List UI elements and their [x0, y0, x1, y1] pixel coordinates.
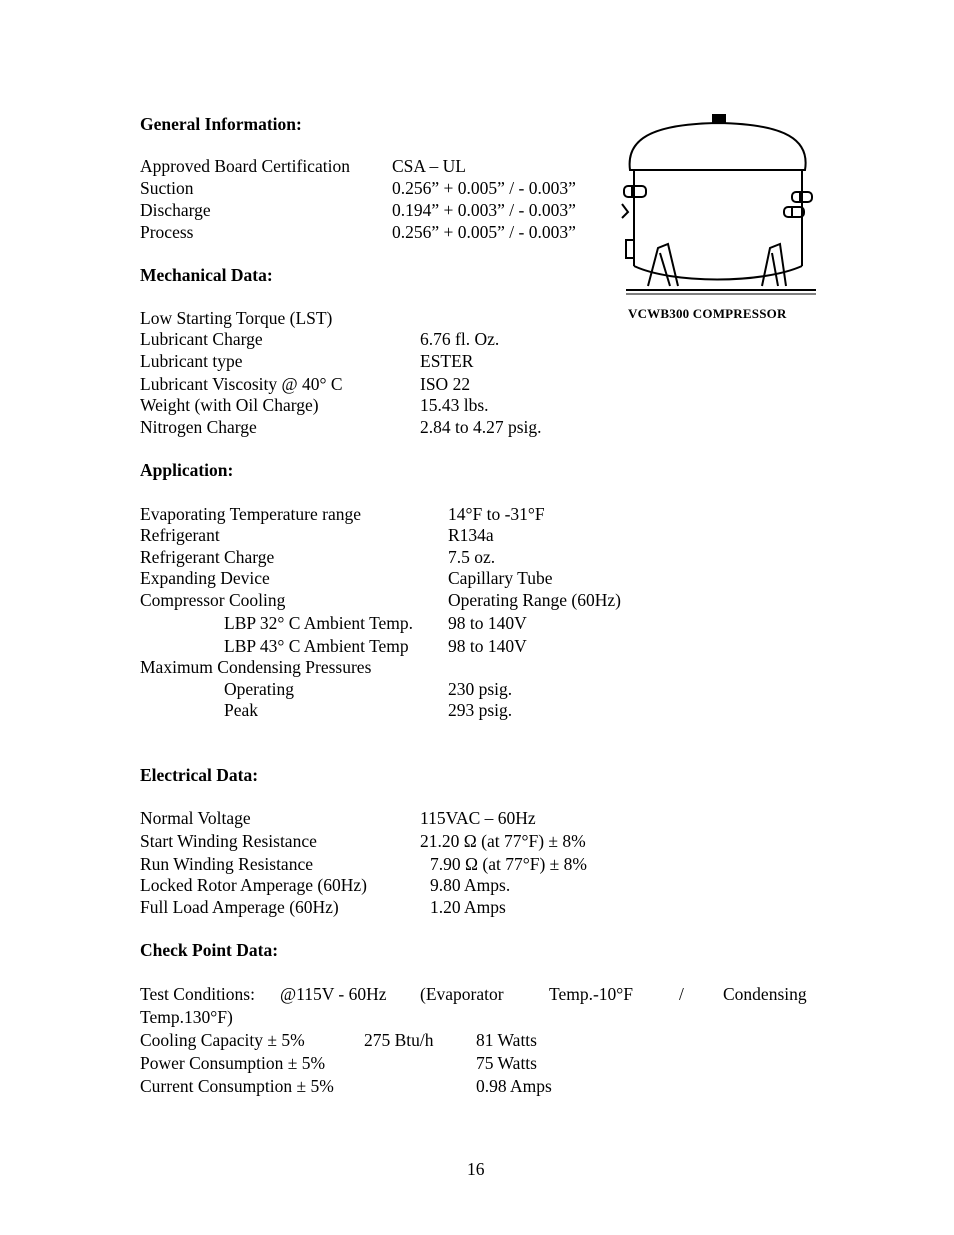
- electrical-row-label: Normal Voltage: [140, 808, 251, 828]
- checkpoint-row-value: 0.98 Amps: [476, 1076, 552, 1096]
- checkpoint-row-value: 75 Watts: [476, 1053, 537, 1073]
- electrical-row-value: 9.80 Amps.: [430, 875, 511, 895]
- electrical-row-value: 1.20 Amps: [430, 897, 506, 917]
- general-row-label: Discharge: [140, 200, 211, 220]
- general-row-value: 0.194” + 0.003” / - 0.003”: [392, 200, 576, 220]
- mechanical-row-value: 15.43 lbs.: [420, 395, 489, 415]
- electrical-row-value: 21.20 Ω (at 77°F) ± 8%: [420, 831, 586, 851]
- general-row-value: 0.256” + 0.005” / - 0.003”: [392, 178, 576, 198]
- electrical-data-heading: Electrical Data:: [140, 765, 259, 785]
- test-conditions-word: @115V - 60Hz: [280, 984, 387, 1004]
- electrical-row-label: Start Winding Resistance: [140, 831, 317, 851]
- checkpoint-row-label: Cooling Capacity ± 5%: [140, 1030, 305, 1050]
- mechanical-row-label: Lubricant Viscosity @ 40° C: [140, 374, 343, 394]
- test-conditions-label: Test Conditions:: [140, 984, 255, 1004]
- electrical-row-value: 7.90 Ω (at 77°F) ± 8%: [430, 854, 587, 874]
- application-row-label: Operating: [224, 679, 294, 699]
- general-row-value: CSA – UL: [392, 156, 466, 176]
- general-row-label: Suction: [140, 178, 194, 198]
- application-heading: Application:: [140, 460, 234, 480]
- application-row-value: R134a: [448, 525, 494, 545]
- page-number: 16: [467, 1159, 485, 1179]
- application-row-label: Expanding Device: [140, 568, 270, 588]
- mechanical-row-label: Weight (with Oil Charge): [140, 395, 319, 415]
- mechanical-row-label: Lubricant type: [140, 351, 243, 371]
- general-information-heading: General Information:: [140, 114, 302, 134]
- application-row-label: Compressor Cooling: [140, 590, 286, 610]
- compressor-drawing-icon: [612, 108, 824, 304]
- application-row-value: 293 psig.: [448, 700, 513, 720]
- check-point-data-heading: Check Point Data:: [140, 940, 279, 960]
- electrical-row-label: Locked Rotor Amperage (60Hz): [140, 875, 367, 895]
- mechanical-row-value: ISO 22: [420, 374, 471, 394]
- test-conditions-word: (Evaporator: [420, 984, 504, 1004]
- checkpoint-row-label: Power Consumption ± 5%: [140, 1053, 326, 1073]
- figure-caption: VCWB300 COMPRESSOR: [628, 306, 787, 321]
- checkpoint-row-btu: 275 Btu/h: [364, 1030, 434, 1050]
- electrical-row-value: 115VAC – 60Hz: [420, 808, 536, 828]
- application-row-value: Capillary Tube: [448, 568, 553, 588]
- test-conditions-word: Condensing: [723, 984, 807, 1004]
- compressor-figure: [612, 108, 824, 324]
- general-row-value: 0.256” + 0.005” / - 0.003”: [392, 222, 576, 242]
- application-row-value: 14°F to -31°F: [448, 504, 545, 524]
- application-row-value: Operating Range (60Hz): [448, 590, 621, 610]
- mechanical-row-value: 2.84 to 4.27 psig.: [420, 417, 542, 437]
- application-row-label: Refrigerant Charge: [140, 547, 275, 567]
- mechanical-data-heading: Mechanical Data:: [140, 265, 273, 285]
- application-row-value: 98 to 140V: [448, 636, 527, 656]
- general-row-label: Approved Board Certification: [140, 156, 350, 176]
- checkpoint-row-value: 81 Watts: [476, 1030, 537, 1050]
- mechanical-row-value: 6.76 fl. Oz.: [420, 329, 500, 349]
- electrical-row-label: Full Load Amperage (60Hz): [140, 897, 339, 917]
- test-conditions-word: Temp.-10°F: [549, 984, 634, 1004]
- application-row-label: LBP 43° C Ambient Temp: [224, 636, 409, 656]
- mechanical-row-value: ESTER: [420, 351, 474, 371]
- checkpoint-row-label: Current Consumption ± 5%: [140, 1076, 334, 1096]
- electrical-row-label: Run Winding Resistance: [140, 854, 313, 874]
- application-row-label: LBP 32° C Ambient Temp.: [224, 613, 414, 633]
- application-row-label: Refrigerant: [140, 525, 220, 545]
- mechanical-row-label: Nitrogen Charge: [140, 417, 257, 437]
- application-row-label: Peak: [224, 700, 259, 720]
- application-row-label: Evaporating Temperature range: [140, 504, 361, 524]
- application-row-value: 230 psig.: [448, 679, 513, 699]
- test-conditions-continuation: Temp.130°F): [140, 1007, 233, 1027]
- general-row-label: Process: [140, 222, 194, 242]
- test-conditions-word: /: [679, 984, 684, 1004]
- mechanical-row-label: Low Starting Torque (LST): [140, 308, 333, 328]
- application-row-label: Maximum Condensing Pressures: [140, 657, 372, 677]
- application-row-value: 98 to 140V: [448, 613, 527, 633]
- mechanical-row-label: Lubricant Charge: [140, 329, 263, 349]
- application-row-value: 7.5 oz.: [448, 547, 496, 567]
